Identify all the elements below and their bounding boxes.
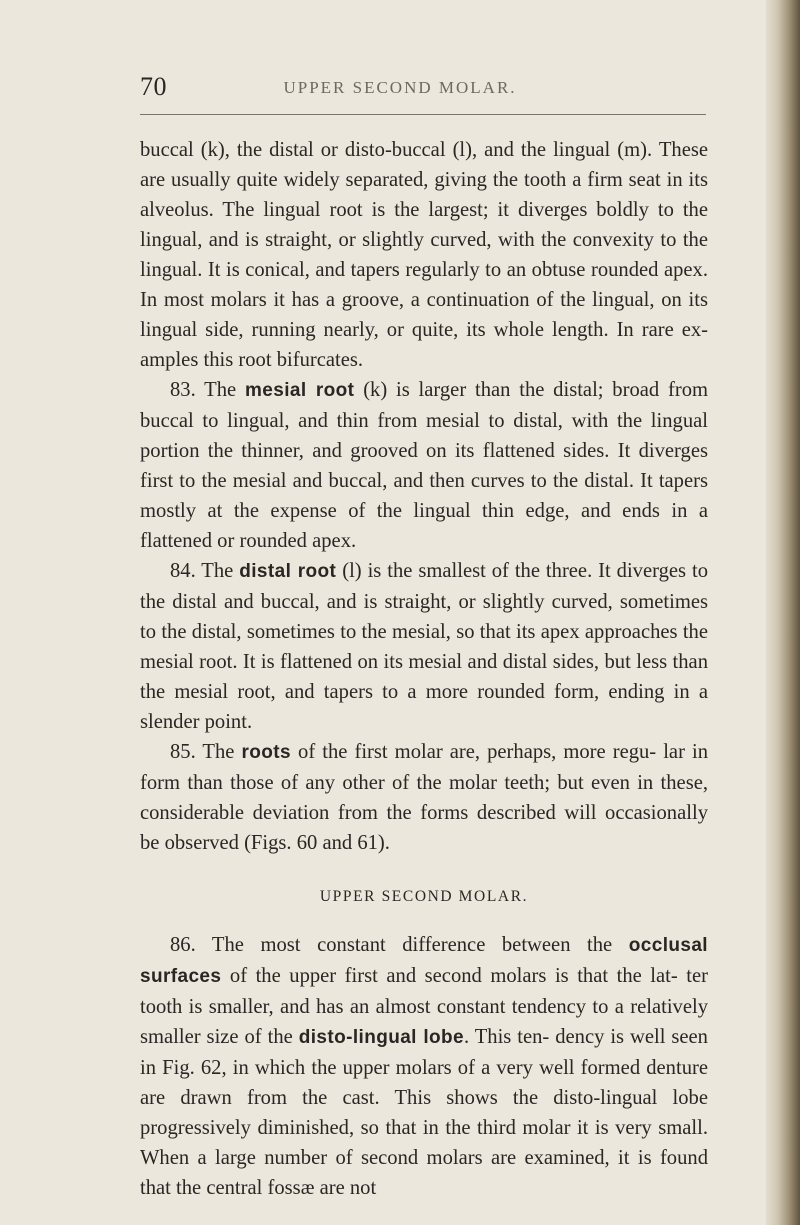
paragraph-number: 85. The bbox=[170, 741, 242, 763]
paragraph-83 bbox=[140, 375, 708, 556]
header-rule bbox=[140, 114, 706, 115]
paragraph-85 bbox=[140, 737, 708, 858]
paragraph-text: of the upper first and second molars is that the lat- ter tooth is smaller, and has an almost constant tendency to a relatively smaller size of the bbox=[140, 965, 708, 1048]
term-roots: roots bbox=[241, 742, 291, 763]
paragraph-86 bbox=[140, 930, 708, 1203]
paragraph-text: (l) is the smallest of the three. It diverges to the distal and buccal, and is straight, or slightly curved, sometimes to the distal, sometimes to the mesial, so that its apex approaches the mesial root. It is flattened on its mesial and distal sides, but less than the mesial root, and tapers to a more rounded form, ending in a slender point. bbox=[140, 560, 709, 733]
paragraph-number: 83. The bbox=[170, 379, 245, 401]
paragraph-text: (k) is larger than the distal; broad from buccal to lingual, and thin from mesial to distal, with the lingual portion the thinner, and grooved on its flattened sides. It diverges first to the mesial and buccal, and then curves to the distal. It tapers mostly at the expense of the lingual thin edge, and ends in a flattened or rounded apex. bbox=[140, 379, 709, 552]
paragraph-number: 84. The bbox=[170, 560, 240, 582]
paragraph-roots-intro: buccal (k), the distal or disto-buccal (l), and the lingual (m). These are usually quite widely separated, giving the tooth a firm seat in its alveolus. The lingual root is the largest; it diverges boldly to the lingual, and is straight, or slightly curved, with the convexity to the lingual. It is conical, and tapers regularly to an obtuse rounded apex. In most molars it has a groove, a continuation of the lingual, on its lingual side, running nearly, or quite, its whole length. In rare ex- amples this root bifurcates. bbox=[140, 139, 708, 371]
term-mesial-root: mesial root bbox=[244, 380, 355, 401]
paragraph-number: 86. The most constant difference between the bbox=[170, 934, 629, 956]
term-distal-root: distal root bbox=[239, 561, 337, 582]
section-heading: UPPER SECOND MOLAR. bbox=[319, 888, 529, 905]
paragraph-text: of the first molar are, perhaps, more regu- lar in form than those of any other of the molar teeth; but even in these, considerable deviation from the forms described will occasionally be observed (Figs. 60 and 61). bbox=[140, 741, 708, 854]
page-body bbox=[140, 135, 708, 1203]
page-edge-shadow bbox=[766, 0, 800, 1225]
term-occlusal-surfaces: occlusal surfaces bbox=[140, 935, 708, 987]
paragraph-text: . This ten- dency is well seen in Fig. 62, in which the upper molars of a very well formed denture are drawn from the cast. This shows the disto-lingual lobe progressively diminished, so that in the third molar it is very small. When a large number of second molars are examined, it is found that the central fossæ are not bbox=[140, 1026, 708, 1199]
term-disto-lingual-lobe: disto-lingual lobe bbox=[298, 1027, 464, 1048]
page-number: 70 bbox=[140, 72, 167, 101]
running-title: UPPER SECOND MOLAR. bbox=[283, 78, 517, 97]
paragraph-84 bbox=[140, 556, 708, 737]
